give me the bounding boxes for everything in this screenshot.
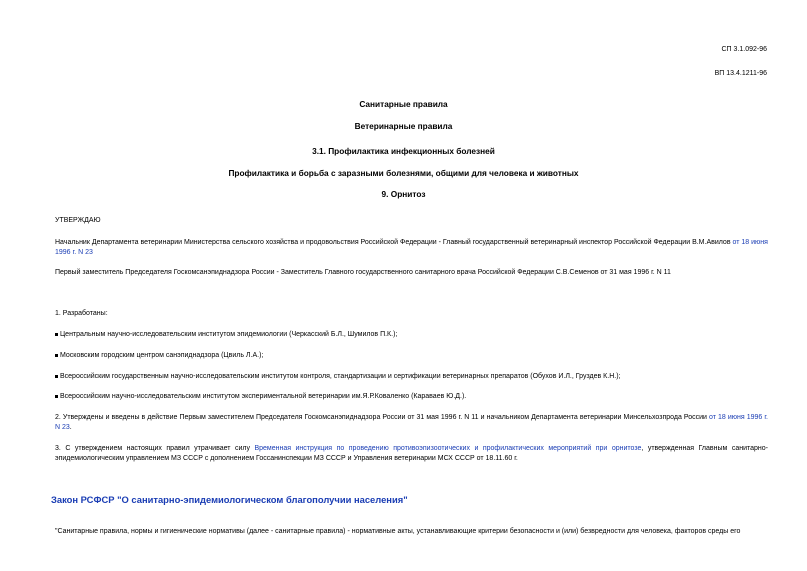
- title-sanitary-rules: Санитарные правила: [359, 99, 448, 109]
- bullet-icon: [55, 333, 58, 336]
- bullet-icon: [55, 375, 58, 378]
- title-veterinary-rules: Ветеринарные правила: [354, 121, 453, 131]
- p2-link[interactable]: от 18 июня 1996 г. N 23: [55, 414, 768, 431]
- title-subsection: Профилактика и борьба с заразными болезнями, общими для человека и животных: [228, 168, 579, 178]
- developed-item-4: Всероссийским научно-исследовательским институтом экспериментальной ветеринарии им.Я.Р.Коваленко (Караваев Ю.Д.).: [55, 392, 466, 402]
- developed-item-3: Всероссийским государственным научно-исследовательским институтом контроля, стандартизации и сертификации ветеринарных препаратов (Обухов И.Л., Груздев К.Н.);: [55, 372, 620, 382]
- law-heading-link[interactable]: Закон РСФСР "О санитарно-эпидемиологическом благополучии населения": [51, 494, 408, 505]
- paragraph-2: 2. Утверждены и введены в действие Первым заместителем Председателя Госкомсанэпиднадзора России от 31 мая 1996 г. N 11 и начальником Департамента ветеринарии Минсельхозпрода России от 18 июня 1996 г. N 23.: [55, 414, 768, 431]
- law-quote: "Санитарные правила, нормы и гигиенические нормативы (далее - санитарные правила) - нормативные акты, устанавливающие критерии безопасности и (или) безвредности для человека, факторов среды его: [55, 528, 741, 535]
- bullet-icon: [55, 354, 58, 357]
- developed-item-1: Центральным научно-исследовательским институтом эпидемиологии (Черкасский Б.Л., Шумилов П.К.);: [55, 330, 397, 340]
- developed-label: 1. Разработаны:: [55, 310, 108, 317]
- approve-p1-link[interactable]: от 18 июня 1996 г. N 23: [55, 239, 768, 256]
- p3-link[interactable]: Временная инструкция по проведению противоэпизоотических и профилактических мероприятий при орнитозе: [254, 445, 642, 452]
- approve-paragraph-2: Первый заместитель Председателя Госкомсанэпиднадзора России - Заместитель Главного государственного санитарного врача Российской Федерации С.В.Семенов от 31 мая 1996 г. N 11: [55, 269, 671, 276]
- approve-label: УТВЕРЖДАЮ: [55, 217, 101, 224]
- approve-paragraph-1: [55, 238, 768, 258]
- bullet-icon: [55, 395, 58, 398]
- doc-code-2: ВП 13.4.1211-96: [714, 70, 767, 77]
- title-ornithosis: 9. Орнитоз: [381, 189, 426, 199]
- developed-item-2: Московским городским центром санэпиднадзора (Цвиль Л.А.);: [55, 351, 263, 361]
- approve-p1-text: Начальник Департамента ветеринарии Министерства сельского хозяйства и продовольствия Российской Федерации - Главный государственный ветеринарный инспектор Российской Федерации В.М.Авилов: [55, 239, 733, 246]
- doc-code-1: СП 3.1.092-96: [721, 46, 767, 53]
- paragraph-3: 3. С утверждением настоящих правил утрачивает силу Временная инструкция по проведению противоэпизоотических и профилактических мероприятий при орнитозе, утвержденная Главным санитарно-эпидемиологическим управлением МЗ СССР с дополнением Госсанинспекции МЗ СССР и Управления ветеринарии МСХ СССР от 18.11.60 г.: [55, 445, 768, 462]
- title-section: 3.1. Профилактика инфекционных болезней: [312, 146, 495, 156]
